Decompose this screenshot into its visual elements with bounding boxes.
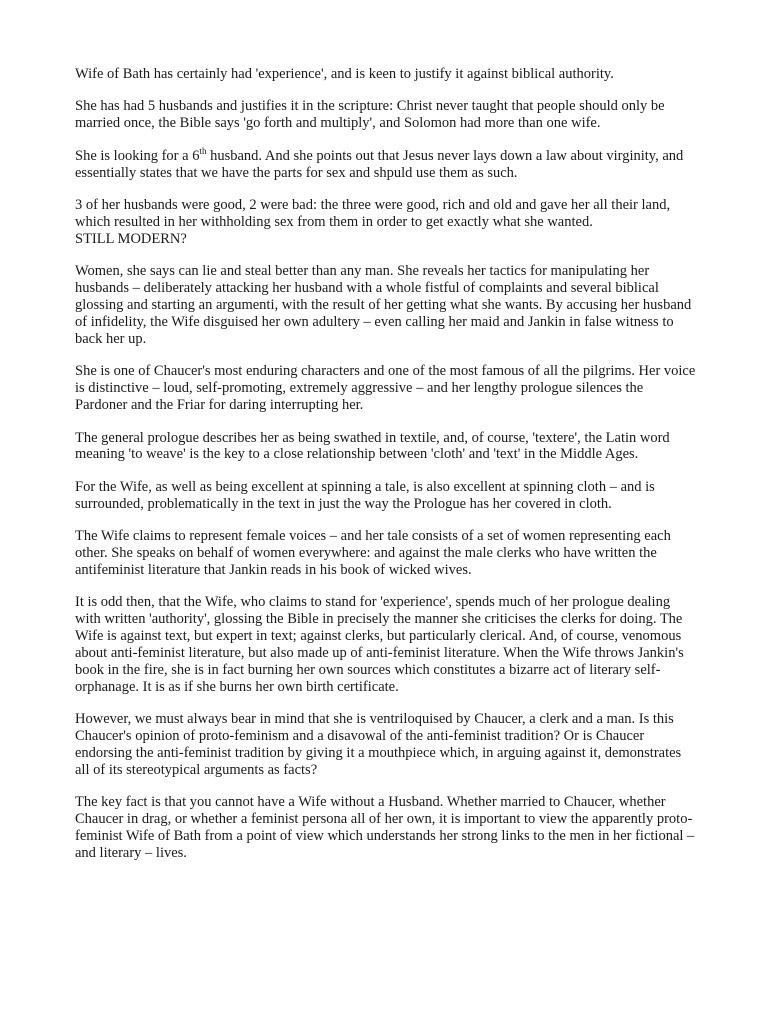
document-page [75, 66, 697, 878]
paragraph-8: For the Wife, as well as being excellent at spinning a tale, is also excellent at spinning cloth – and is surrounded, problematically in the text in just the way the Prologue has her covered in cloth. [75, 478, 655, 512]
paragraph-6: She is one of Chaucer's most enduring characters and one of the most famous of all the pilgrims. Her voice is distinctive – loud, self-promoting, extremely aggressive – and her lengthy prologue silences the Pardoner and the Friar for daring interrupting her. [75, 363, 696, 414]
paragraph-3 [75, 145, 697, 182]
paragraph-7: The general prologue describes her as being swathed in textile, and, of course, 'textere', the Latin word meaning 'to weave' is the key to a close relationship between 'cloth' and 'text' in the Middle Ages. [75, 429, 670, 463]
paragraph-5: Women, she says can lie and steal better than any man. She reveals her tactics for manipulating her husbands – deliberately attacking her husband with a whole fistful of complaints and several biblical glossing and starting an argumenti, with the result of her getting what she wants. By accusing her husband of infidelity, the Wife disguised her own adultery – even calling her maid and Jankin in false witness to back her up. [75, 263, 692, 347]
paragraph-2: She has had 5 husbands and justifies it in the scripture: Christ never taught that people should only be married once, the Bible says 'go forth and multiply', and Solomon had more than one wife. [75, 98, 665, 132]
paragraph-1: Wife of Bath has certainly had 'experience', and is keen to justify it against biblical authority. [75, 66, 614, 82]
paragraph-3-end: husband. And she points out that Jesus never lays down a law about virginity, and essentially states that we have the parts for sex and shpuld use them as such. [75, 147, 684, 181]
paragraph-12: The key fact is that you cannot have a Wife without a Husband. Whether married to Chaucer, whether Chaucer in drag, or whether a feminist persona all of her own, it is important to view the apparently proto-feminist Wife of Bath from a point of view which understands her strong links to the men in her fictional – and literary – lives. [75, 794, 695, 862]
ordinal-suffix: th [199, 145, 207, 156]
paragraph-10: It is odd then, that the Wife, who claims to stand for 'experience', spends much of her prologue dealing with written 'authority', glossing the Bible in precisely the manner she criticises the clerks for doing. The Wife is against text, but expert in text; against clerks, but particularly clerical. And, of course, venomous about anti-feminist literature, but also made up of anti-feminist literature. When the Wife throws Jankin's book in the fire, she is in fact burning her own sources which constitutes a bizarre act of literary self-orphanage. It is as if she burns her own birth certificate. [75, 594, 684, 695]
paragraph-11: However, we must always bear in mind that she is ventriloquised by Chaucer, a clerk and a man. Is this Chaucer's opinion of proto-feminism and a disavowal of the anti-feminist tradition? Or is Chaucer endorsing the anti-feminist tradition by giving it a mouthpiece which, in arguing against it, demonstrates all of its stereotypical arguments as facts? [75, 711, 682, 778]
paragraph-9: The Wife claims to represent female voices – and her tale consists of a set of women representing each other. She speaks on behalf of women everywhere: and against the male clerks who have written the antifeminist literature that Jankin reads in his book of wicked wives. [75, 528, 671, 578]
paragraph-4 [75, 197, 697, 248]
paragraph-3-start: She is looking for a 6 [75, 147, 200, 164]
paragraph-4-question: STILL MODERN? [75, 230, 187, 247]
paragraph-4-text: 3 of her husbands were good, 2 were bad: the three were good, rich and old and gave her all their land, which resulted in her withholding sex from them in order to get exactly what she wanted. [75, 197, 671, 230]
